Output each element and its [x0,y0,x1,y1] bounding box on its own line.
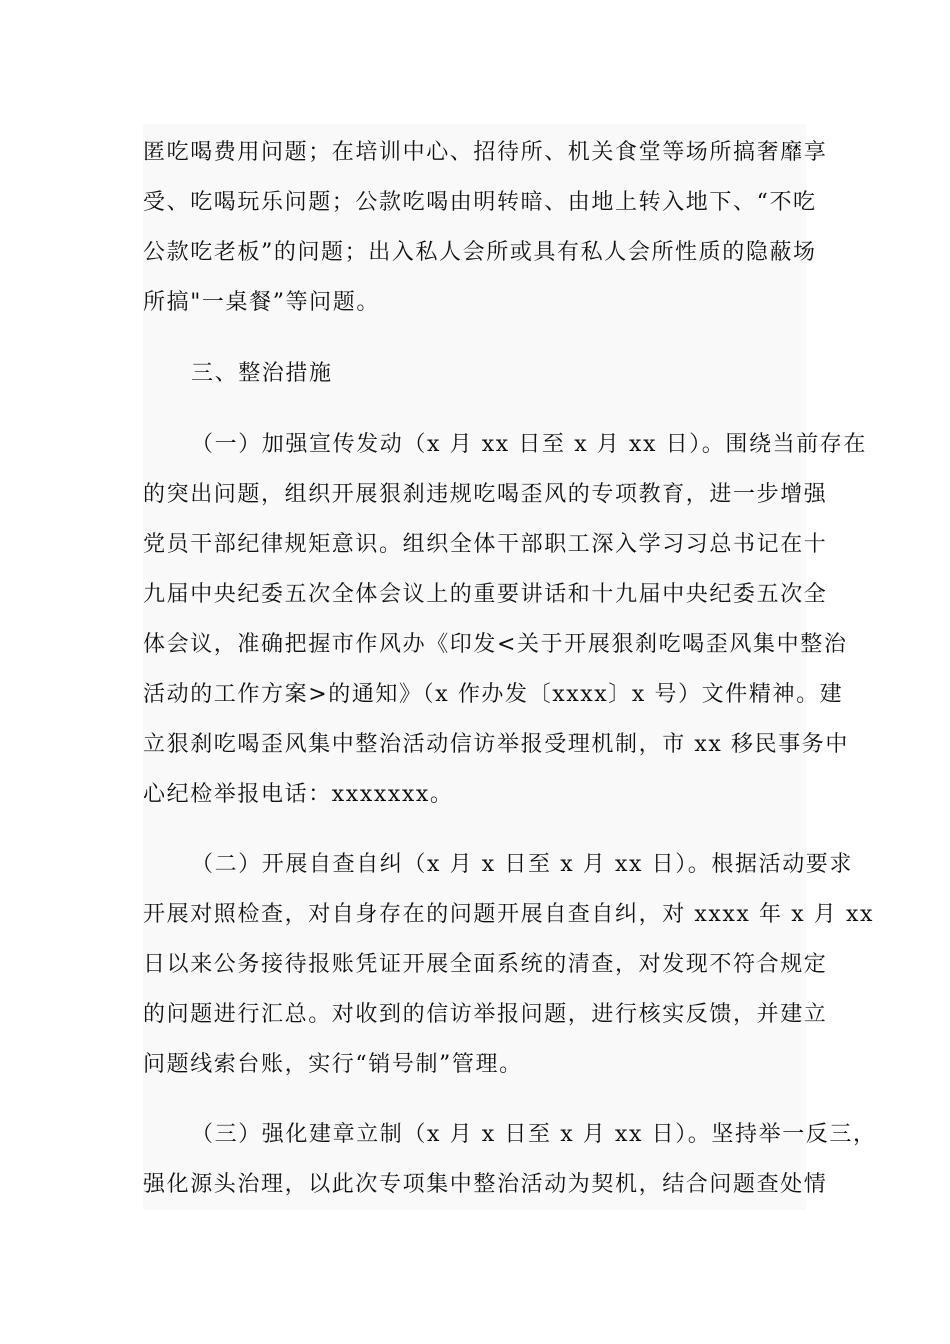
text-line: 问题线索台账，实行“销号制”管理。 [143,1052,523,1077]
text-line: 公款吃老板”的问题；出入私人会所或具有私人会所性质的隐蔽场 [143,240,817,265]
text-line: 活动的工作方案>的通知》（x 作办发〔xxxx〕x 号）文件精神。建 [143,682,844,707]
text-line: 强化源头治理，以此次专项集中整治活动为契机，结合问题查处情 [143,1172,828,1197]
text-line: 党员干部纪律规矩意识。组织全体干部职工深入学习习总书记在十 [143,532,828,557]
text-line: 的突出问题，组织开展狠刹违规吃喝歪风的专项教育，进一步增强 [143,482,828,507]
text-line: （二）开展自查自纠（x 月 x 日至 x 月 xx 日）。根据活动要求 [191,852,853,877]
section-heading: 三、整治措施 [191,361,333,386]
text-line: 心纪检举报电话：xxxxxxx。 [143,782,454,807]
text-line: 立狠刹吃喝歪风集中整治活动信访举报受理机制，市 xx 移民事务中 [143,732,850,757]
text-line: 日以来公务接待报账凭证开展全面系统的清查，对发现不符合规定 [143,952,828,977]
text-line: 匿吃喝费用问题；在培训中心、招待所、机关食堂等场所搞奢靡享 [143,140,828,165]
document-body [143,124,877,1210]
text-line: 的问题进行汇总。对收到的信访举报问题，进行核实反馈，并建立 [143,1002,828,1027]
text-line: （三）强化建章立制（x 月 x 日至 x 月 xx 日）。坚持举一反三， [191,1122,877,1147]
paragraph-violations [143,134,828,321]
text-line: 体会议，准确把握市作风办《印发<关于开展狠刹吃喝歪风集中整治 [143,632,848,657]
text-line: 九届中央纪委五次全体会议上的重要讲话和十九届中央纪委五次全 [143,582,828,607]
paragraph-self-inspection [143,846,875,1083]
section-heading-measures [143,355,806,392]
text-line: 受、吃喝玩乐问题；公款吃喝由明转暗、由地上转入地下、“不吃 [143,190,817,215]
paragraph-regulations [143,1116,877,1203]
paragraph-publicity [143,426,867,813]
text-line: 所搞"一桌餐”等问题。 [143,290,380,315]
text-line: （一）加强宣传发动（x 月 xx 日至 x 月 xx 日）。围绕当前存在 [191,432,867,457]
text-line: 开展对照检查，对自身存在的问题开展自查自纠，对 xxxx 年 x 月 xx [143,902,875,927]
